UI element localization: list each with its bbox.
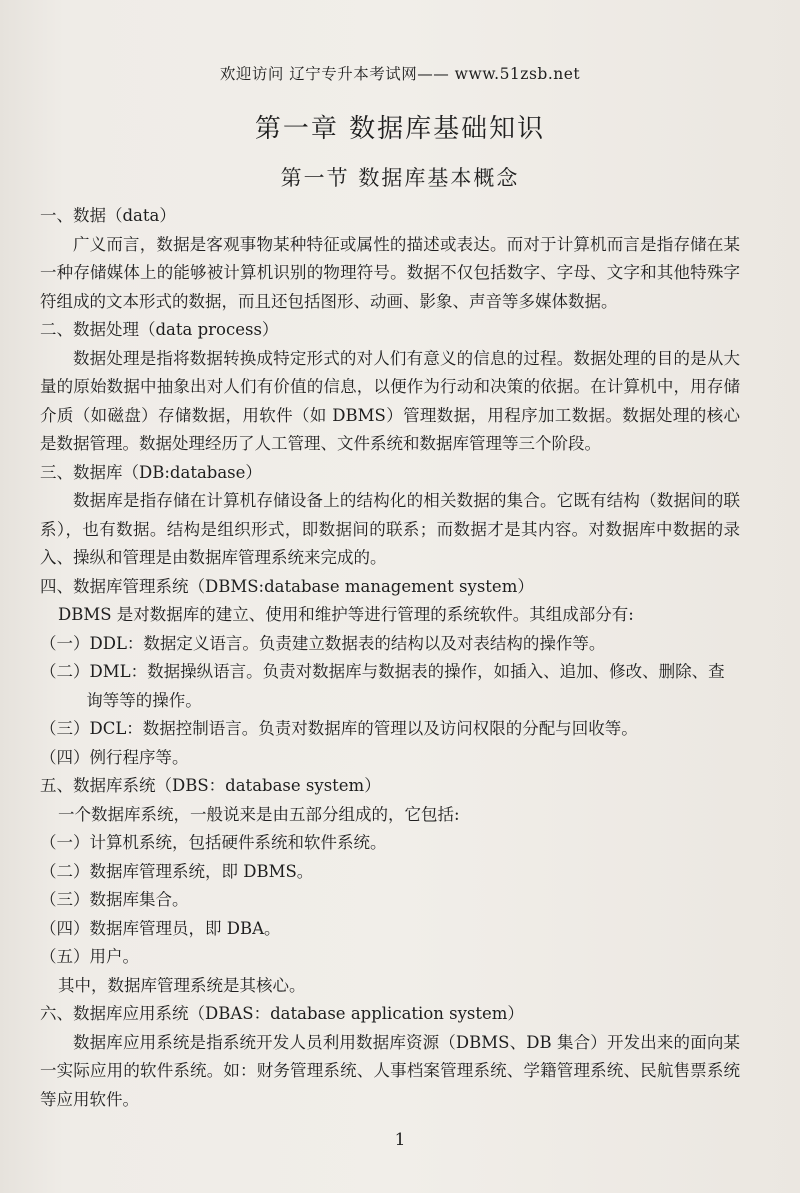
paragraph-database: 数据库是指存储在计算机存储设备上的结构化的相关数据的集合。它既有结构（数据间的联系），也有数据。结构是组织形式，即数据间的联系；而数据才是其内容。对数据库中数据的录入、操纵和管理是由数据库管理系统来完成的。 — [40, 491, 740, 567]
dbs-item-users: （五）用户。 — [40, 947, 139, 966]
dbs-conclusion: 其中，数据库管理系统是其核心。 — [58, 975, 306, 995]
section-title: 第一节 数据库基本概念 — [280, 166, 520, 190]
dbms-item-routines: （四）例行程序等。 — [40, 747, 189, 767]
dbms-item-dml: （二）DML：数据操纵语言。负责对数据库与数据表的操作，如插入、追加、修改、删除、查询等等的操作。 — [40, 662, 725, 710]
heading-dbas: 六、数据库应用系统（DBAS：database application system） — [40, 1004, 524, 1023]
heading-data-process: 二、数据处理（data process） — [40, 320, 279, 339]
dbs-item-computer: （一）计算机系统，包括硬件系统和软件系统。 — [40, 833, 387, 852]
page-number: 1 — [394, 1130, 406, 1150]
dbms-item-ddl: （一）DDL：数据定义语言。负责建立数据表的结构以及对表结构的操作等。 — [40, 633, 606, 653]
heading-dbs: 五、数据库系统（DBS：database system） — [40, 776, 381, 795]
dbs-item-dbms: （二）数据库管理系统，即 DBMS。 — [40, 861, 314, 881]
dbms-intro: DBMS 是对数据库的建立、使用和维护等进行管理的系统软件。其组成部分有: — [58, 605, 634, 624]
heading-dbms: 四、数据库管理系统（DBMS:database management system） — [40, 576, 534, 596]
website-banner: 欢迎访问 辽宁专升本考试网—— www.51zsb.net — [219, 65, 581, 83]
dbms-item-dcl: （三）DCL：数据控制语言。负责对数据库的管理以及访问权限的分配与回收等。 — [40, 719, 638, 738]
dbs-item-collection: （三）数据库集合。 — [40, 890, 189, 909]
dbs-intro: 一个数据库系统，一般说来是由五部分组成的，它包括: — [58, 804, 460, 824]
chapter-title: 第一章 数据库基础知识 — [254, 114, 546, 144]
heading-data: 一、数据（data） — [40, 206, 176, 225]
paragraph-dbas: 数据库应用系统是指系统开发人员利用数据库资源（DBMS、DB 集合）开发出来的面向某一实际应用的软件系统。如：财务管理系统、人事档案管理系统、学籍管理系统、民航售票系统等应用软件。 — [40, 1032, 740, 1109]
dbs-item-dba: （四）数据库管理员，即 DBA。 — [40, 918, 281, 938]
paragraph-data: 广义而言，数据是客观事物某种特征或属性的描述或表达。而对于计算机而言是指存储在某一种存储媒体上的能够被计算机识别的物理符号。数据不仅包括数字、字母、文字和其他特殊字符组成的文本形式的数据，而且还包括图形、动画、影象、声音等多媒体数据。 — [40, 234, 740, 311]
heading-database: 三、数据库（DB:database） — [40, 462, 262, 482]
paragraph-data-process: 数据处理是指将数据转换成特定形式的对人们有意义的信息的过程。数据处理的目的是从大量的原始数据中抽象出对人们有价值的信息，以便作为行动和决策的依据。在计算机中，用存储介质（如磁盘）存储数据，用软件（如 DBMS）管理数据，用程序加工数据。数据处理的核心是数据管理。数据处理经历了人工管理、文件系统和数据库管理等三个阶段。 — [40, 348, 740, 453]
body-text — [40, 202, 740, 1114]
